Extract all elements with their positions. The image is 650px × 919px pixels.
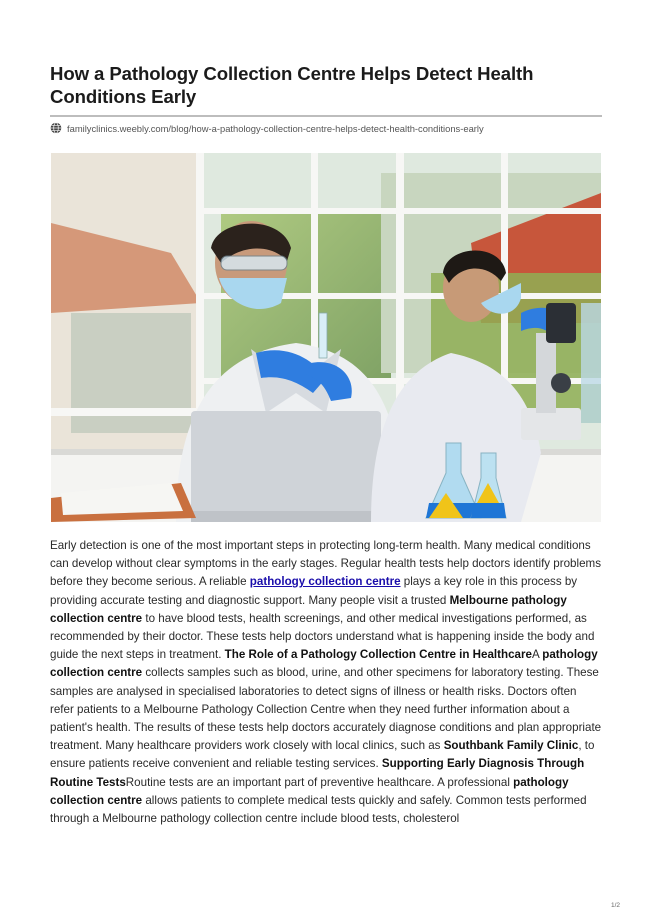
pathology-collection-centre-link[interactable]: pathology collection centre xyxy=(249,575,401,589)
body-text: Routine tests are an important part of preventive healthcare. A professional xyxy=(125,775,514,789)
section-heading: The Role of a Pathology Collection Centre in Healthcare xyxy=(224,648,532,662)
body-text: plays a key role in this process by providing accurate testing and diagnostic support. Many people visit a trusted xyxy=(50,575,578,607)
body-text: to have blood tests, health screenings, and other medical investigations performed, as recommended by their doctor. These tests help doctors understand what is happening inside the body and guide the next steps in treatment. xyxy=(50,611,595,662)
section-heading: Supporting Early Diagnosis Through Routine Tests xyxy=(50,757,585,789)
article-header xyxy=(50,62,602,134)
bold-term: pathology collection centre xyxy=(50,775,569,807)
body-text: , to ensure patients receive convenient and reliable testing services. xyxy=(50,739,595,771)
article-body xyxy=(50,537,602,828)
bold-term: Southbank Family Clinic xyxy=(443,739,579,753)
body-text: collects samples such as blood, urine, and other specimens for laboratory testing. These samples are analysed in specialised laboratories to detect signs of illness or health risks. Doctors often refer patients to a Melbourne Pathology Collection Centre when they need further information about a patient's health. The results of these tests help doctors accurately diagnose conditions and plan appropriate treatment. Many healthcare providers work closely with local clinics, such as xyxy=(50,666,602,753)
page-title: How a Pathology Collection Centre Helps Detect Health Conditions Early xyxy=(50,63,534,107)
lab-photo xyxy=(51,153,601,522)
bold-term: pathology collection centre xyxy=(50,648,598,680)
title-divider xyxy=(50,115,602,117)
globe-icon xyxy=(50,122,62,134)
page-number: 1/2 xyxy=(610,902,620,909)
body-text: allows patients to complete medical tests quickly and safely. Common tests performed through a Melbourne pathology collection centre include blood tests, cholesterol xyxy=(50,793,587,826)
source-url[interactable]: familyclinics.weebly.com/blog/how-a-pathology-collection-centre-helps-detect-health-conditions-early xyxy=(67,122,484,134)
bold-term: Melbourne pathology collection centre xyxy=(50,593,567,625)
hero-image xyxy=(51,153,601,522)
source-line xyxy=(50,122,602,134)
body-text: A xyxy=(531,648,543,662)
body-text: Early detection is one of the most important steps in protecting long-term health. Many medical conditions can develop without clear symptoms in the early stages. Regular health tests help doctors identify problems before they become serious. A reliable xyxy=(50,539,601,589)
